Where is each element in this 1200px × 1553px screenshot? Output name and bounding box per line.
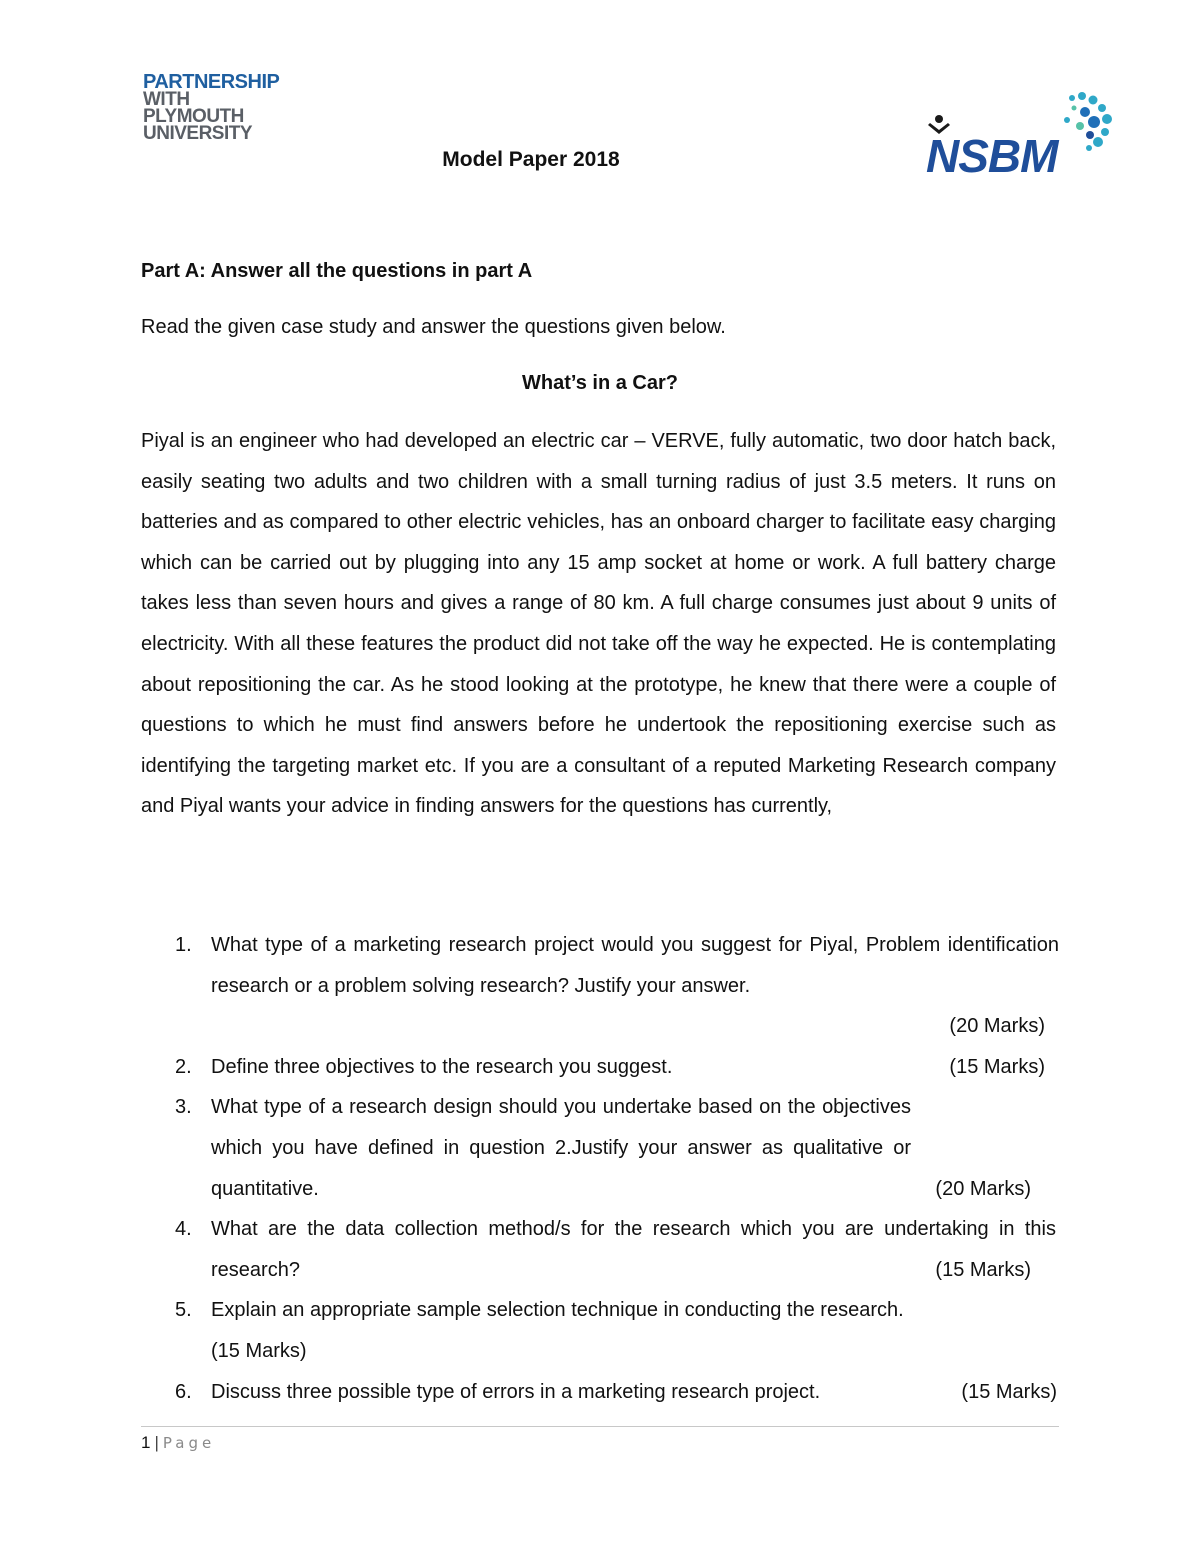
- question-list: [141, 925, 1059, 1412]
- part-a-heading: Part A: Answer all the questions in part A: [141, 260, 533, 282]
- question-3: [141, 1087, 1059, 1209]
- question-marks: (20 Marks): [949, 1015, 1045, 1038]
- question-2: [141, 1047, 1059, 1088]
- question-6: [141, 1372, 1059, 1413]
- logo-line-2: WITH: [143, 89, 190, 110]
- question-marks: (15 Marks): [961, 1380, 1057, 1403]
- question-number: 4.: [175, 1218, 192, 1241]
- case-study-title: What’s in a Car?: [522, 372, 678, 394]
- question-marks: (20 Marks): [935, 1177, 1031, 1200]
- question-marks: (15 Marks): [949, 1055, 1045, 1078]
- instructions-text: Read the given case study and answer the questions given below.: [141, 316, 726, 338]
- logo-line-4: UNIVERSITY: [143, 123, 253, 144]
- question-number: 1.: [175, 934, 192, 956]
- question-number: 2.: [175, 1055, 192, 1078]
- question-marks: (15 Marks): [935, 1258, 1031, 1281]
- question-text: Discuss three possible type of errors in a marketing research project.: [211, 1380, 821, 1403]
- question-number: 3.: [175, 1096, 192, 1119]
- question-text: What are the data collection method/s for the research which you are undertaking in this research?: [211, 1218, 1056, 1281]
- footer-separator: |: [154, 1433, 159, 1452]
- logo-line-3: PLYMOUTH: [143, 106, 244, 127]
- logo-line-1: PARTNERSHIP: [143, 71, 280, 93]
- question-text: What type of a research design should you undertake based on the objectives which you have defined in question 2.Justify your answer as qualitative or quantitative.: [211, 1096, 911, 1200]
- page-number: 1: [141, 1433, 151, 1452]
- question-marks: (15 Marks): [211, 1339, 307, 1362]
- question-4: [141, 1209, 1059, 1290]
- page-title: Model Paper 2018: [442, 148, 620, 171]
- question-5: [141, 1290, 1059, 1371]
- footer-divider: [141, 1426, 1059, 1427]
- question-text: Define three objectives to the research you suggest.: [211, 1055, 673, 1078]
- page-footer: [141, 1433, 215, 1453]
- partnership-plymouth-logo: [143, 71, 283, 144]
- nsbm-logo-text: NSBM: [926, 130, 1058, 180]
- question-text: Explain an appropriate sample selection technique in conducting the research.: [211, 1299, 904, 1322]
- question-1: [141, 925, 1059, 1047]
- page-label: Page: [162, 1434, 216, 1452]
- question-number: 5.: [175, 1299, 192, 1322]
- question-text: What type of a marketing research project would you suggest for Piyal, Problem identification research or a problem solving research? Justify your answer.: [211, 934, 1059, 997]
- case-study-paragraph: Piyal is an engineer who had developed an electric car – VERVE, fully automatic, two door hatch back, easily seating two adults and two children with a small turning radius of just 3.5 meters. It runs on batteries and as compared to other electric vehicles, has an onboard charger to facilitate easy charging which can be carried out by plugging into any 15 amp socket at home or work. A full battery charge takes less than seven hours and gives a range of 80 km. A full charge consumes just about 9 units of electricity. With all these features the product did not take off the way he expected. He is contemplating about repositioning the car. As he stood looking at the prototype, he knew that there were a couple of questions to which he must find answers before he undertook the repositioning exercise such as identifying the targeting market etc. If you are a consultant of a reputed Marketing Research company and Piyal wants your advice in finding answers for the questions has currently,: [141, 430, 1056, 818]
- question-number: 6.: [175, 1380, 192, 1403]
